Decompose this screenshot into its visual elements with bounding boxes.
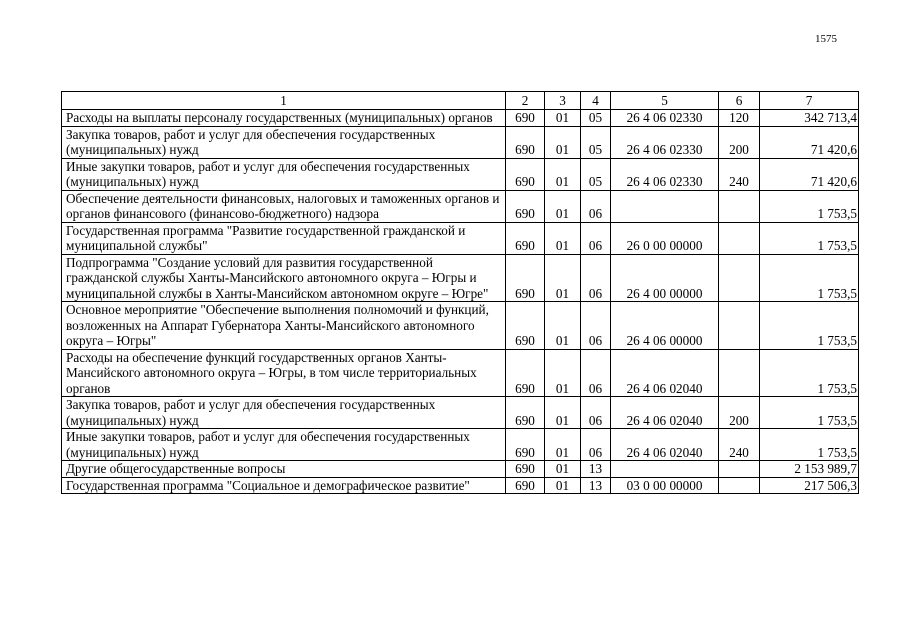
section-code: 01 [545,397,581,429]
amount: 71 420,6 [760,126,859,158]
ministry-code: 690 [506,429,545,461]
target-article-code: 26 4 06 02330 [611,158,719,190]
amount: 342 713,4 [760,110,859,127]
expense-type-code [719,302,760,350]
subsection-code: 13 [581,477,611,494]
section-code: 01 [545,349,581,397]
table-row [62,190,859,222]
table-row [62,477,859,494]
section-code: 01 [545,158,581,190]
ministry-code: 690 [506,158,545,190]
ministry-code: 690 [506,190,545,222]
ministry-code: 690 [506,302,545,350]
expense-type-code: 240 [719,158,760,190]
row-description: Подпрограмма "Создание условий для развития государственной гражданской службы Ханты-Мансийского автономного округа – Югры и муниципальной службы в Ханты-Мансийском автономном округе – Югре" [62,254,506,302]
expense-type-code: 200 [719,126,760,158]
row-description: Иные закупки товаров, работ и услуг для обеспечения государственных (муниципальных) нужд [62,158,506,190]
table-row [62,110,859,127]
subsection-code: 06 [581,397,611,429]
expense-type-code: 240 [719,429,760,461]
column-header: 2 [506,92,545,110]
target-article-code: 26 0 00 00000 [611,222,719,254]
amount: 2 153 989,7 [760,461,859,478]
expense-type-code [719,461,760,478]
table-row [62,158,859,190]
expense-type-code: 120 [719,110,760,127]
target-article-code: 26 4 06 02040 [611,349,719,397]
row-description: Иные закупки товаров, работ и услуг для обеспечения государственных (муниципальных) нужд [62,429,506,461]
section-code: 01 [545,110,581,127]
expense-type-code [719,477,760,494]
subsection-code: 05 [581,126,611,158]
amount: 1 753,5 [760,429,859,461]
amount: 71 420,6 [760,158,859,190]
row-description: Расходы на обеспечение функций государственных органов Ханты-Мансийского автономного округа – Югры, в том числе территориальных органов [62,349,506,397]
amount: 1 753,5 [760,349,859,397]
column-header: 6 [719,92,760,110]
section-code: 01 [545,190,581,222]
target-article-code: 03 0 00 00000 [611,477,719,494]
row-description: Государственная программа "Развитие государственной гражданской и муниципальной службы" [62,222,506,254]
header-row [62,92,859,110]
table-row [62,222,859,254]
table-row [62,429,859,461]
subsection-code: 06 [581,254,611,302]
expense-type-code: 200 [719,397,760,429]
expense-type-code [719,190,760,222]
target-article-code: 26 4 06 02330 [611,126,719,158]
expense-type-code [719,222,760,254]
amount: 1 753,5 [760,222,859,254]
expense-type-code [719,349,760,397]
budget-table [61,91,859,494]
section-code: 01 [545,302,581,350]
amount: 1 753,5 [760,190,859,222]
ministry-code: 690 [506,349,545,397]
target-article-code: 26 4 06 02330 [611,110,719,127]
table-row [62,126,859,158]
expense-type-code [719,254,760,302]
section-code: 01 [545,222,581,254]
subsection-code: 06 [581,349,611,397]
ministry-code: 690 [506,110,545,127]
amount: 217 506,3 [760,477,859,494]
table-row [62,349,859,397]
subsection-code: 06 [581,429,611,461]
subsection-code: 05 [581,110,611,127]
target-article-code: 26 4 00 00000 [611,254,719,302]
row-description: Другие общегосударственные вопросы [62,461,506,478]
column-header: 4 [581,92,611,110]
row-description: Государственная программа "Социальное и демографическое развитие" [62,477,506,494]
subsection-code: 13 [581,461,611,478]
table-row [62,302,859,350]
column-header: 1 [62,92,506,110]
ministry-code: 690 [506,397,545,429]
column-header: 5 [611,92,719,110]
section-code: 01 [545,254,581,302]
target-article-code [611,190,719,222]
section-code: 01 [545,477,581,494]
column-header: 7 [760,92,859,110]
ministry-code: 690 [506,461,545,478]
target-article-code: 26 4 06 02040 [611,429,719,461]
table-row [62,397,859,429]
row-description: Обеспечение деятельности финансовых, налоговых и таможенных органов и органов финансового (финансово-бюджетного) надзора [62,190,506,222]
row-description: Закупка товаров, работ и услуг для обеспечения государственных (муниципальных) нужд [62,126,506,158]
ministry-code: 690 [506,222,545,254]
section-code: 01 [545,126,581,158]
subsection-code: 06 [581,222,611,254]
ministry-code: 690 [506,126,545,158]
target-article-code: 26 4 06 00000 [611,302,719,350]
section-code: 01 [545,429,581,461]
subsection-code: 05 [581,158,611,190]
table-row [62,461,859,478]
ministry-code: 690 [506,254,545,302]
table-row [62,254,859,302]
amount: 1 753,5 [760,397,859,429]
target-article-code [611,461,719,478]
section-code: 01 [545,461,581,478]
amount: 1 753,5 [760,302,859,350]
column-header: 3 [545,92,581,110]
page-number: 1575 [815,33,837,45]
row-description: Расходы на выплаты персоналу государственных (муниципальных) органов [62,110,506,127]
amount: 1 753,5 [760,254,859,302]
row-description: Основное мероприятие "Обеспечение выполнения полномочий и функций, возложенных на Аппарат Губернатора Ханты-Мансийского автономного округа – Югры" [62,302,506,350]
target-article-code: 26 4 06 02040 [611,397,719,429]
subsection-code: 06 [581,302,611,350]
row-description: Закупка товаров, работ и услуг для обеспечения государственных (муниципальных) нужд [62,397,506,429]
subsection-code: 06 [581,190,611,222]
ministry-code: 690 [506,477,545,494]
